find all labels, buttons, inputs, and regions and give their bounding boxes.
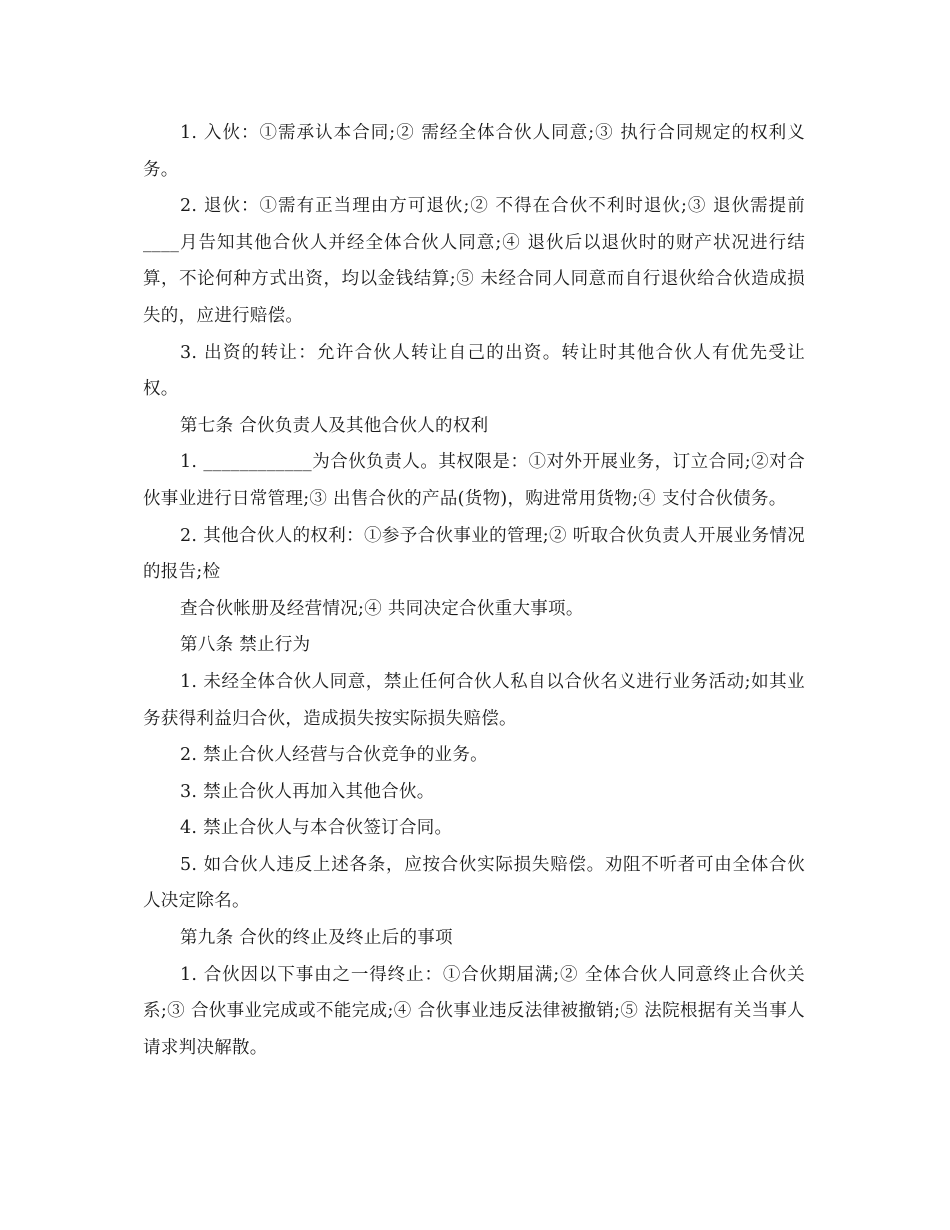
clause-partner-rights: 2. 其他合伙人的权利：①参予合伙事业的管理;② 听取合伙负责人开展业务情况的报告;检 — [143, 525, 805, 583]
clause-withdraw: 2. 退伙：①需有正当理由方可退伙;② 不得在合伙不利时退伙;③ 退伙需提前____月告知其他合伙人并经全体合伙人同意;④ 退伙后以退伙时的财产状况进行结算，不论何种方式出资，均以金钱结算;⑤ 未经合同人同意而自行退伙给合伙造成损失的，应进行赔偿。 — [143, 196, 805, 326]
clause-prohibit-contract: 4. 禁止合伙人与本合伙签订合同。 — [180, 818, 453, 839]
clause-leader: 1. ____________为合伙负责人。其权限是：①对外开展业务，订立合同;②对合伙事业进行日常管理;③ 出售合伙的产品(货物)，购进常用货物;④ 支付合伙债务。 — [143, 452, 805, 509]
clause-partner-rights-continued: 查合伙帐册及经营情况;④ 共同决定合伙重大事项。 — [180, 598, 584, 619]
document-body — [143, 115, 805, 1066]
article-9-heading: 第九条 合伙的终止及终止后的事项 — [180, 928, 453, 949]
clause-prohibit-private-business: 1. 未经全体合伙人同意，禁止任何合伙人私自以合伙名义进行业务活动;如其业务获得利益归合伙，造成损失按实际损失赔偿。 — [143, 671, 805, 729]
clause-prohibit-competition: 2. 禁止合伙人经营与合伙竞争的业务。 — [180, 745, 488, 766]
clause-join: 1. 入伙：①需承认本合同;② 需经全体合伙人同意;③ 执行合同规定的权利义务。 — [143, 123, 805, 180]
clause-termination: 1. 合伙因以下事由之一得终止：①合伙期届满;② 全体合伙人同意终止合伙关系;③ 合伙事业完成或不能完成;④ 合伙事业违反法律被撤销;⑤ 法院根据有关当事人请求判决解散。 — [143, 964, 805, 1058]
clause-violation: 5. 如合伙人违反上述各条，应按合伙实际损失赔偿。劝阻不听者可由全体合伙人决定除名。 — [143, 854, 805, 912]
article-8-heading: 第八条 禁止行为 — [180, 635, 311, 656]
clause-prohibit-other-partnership: 3. 禁止合伙人再加入其他合伙。 — [180, 781, 435, 802]
clause-transfer: 3. 出资的转让：允许合伙人转让自己的出资。转让时其他合伙人有优先受让权。 — [143, 342, 805, 400]
article-7-heading: 第七条 合伙负责人及其他合伙人的权利 — [180, 415, 489, 436]
